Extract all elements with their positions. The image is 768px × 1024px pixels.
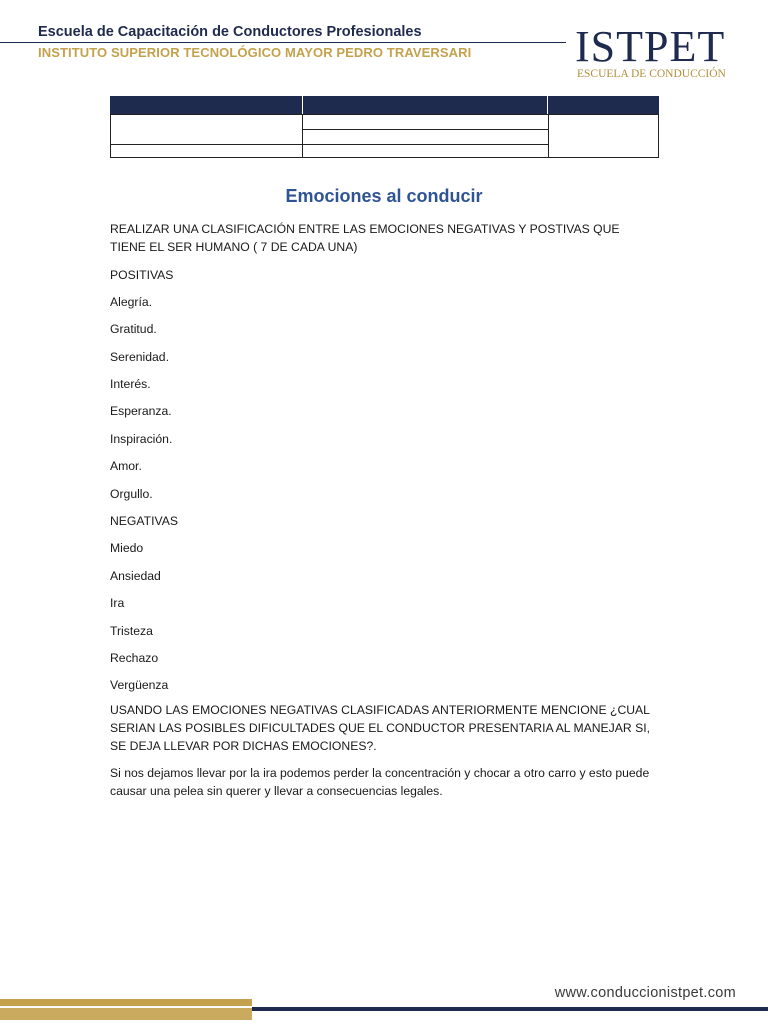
list-item: Alegría. xyxy=(110,294,153,309)
table-cell-border xyxy=(111,144,549,145)
list-item: Tristeza xyxy=(110,623,153,638)
list-item: Serenidad. xyxy=(110,349,169,364)
table-cell-border xyxy=(548,115,549,157)
list-item: Orgullo. xyxy=(110,486,153,501)
table-cell-border xyxy=(302,129,549,130)
list-item: Vergüenza xyxy=(110,678,169,693)
question-text: USANDO LAS EMOCIONES NEGATIVAS CLASIFICADAS ANTERIORMENTE MENCIONE ¿CUAL SERIAN LAS POSIBLES DIFICULTADES QUE EL CONDUCTOR PRESENTARIA AL MANEJAR SI, SE DEJA LLEVAR POR DICHAS EMOCIONES?. xyxy=(110,702,650,753)
list-item: Miedo xyxy=(110,541,144,556)
document-title: Emociones al conducir xyxy=(285,186,483,206)
school-name: Escuela de Capacitación de Conductores Profesionales xyxy=(38,24,422,40)
info-table xyxy=(110,96,659,158)
logo-subtitle: ESCUELA DE CONDUCCIÓN xyxy=(577,68,726,80)
institute-name: INSTITUTO SUPERIOR TECNOLÓGICO MAYOR PEDRO TRAVERSARI xyxy=(38,45,472,60)
logo-main-text: ISTPET xyxy=(575,22,726,71)
negative-list xyxy=(110,539,655,694)
list-item: Inspiración. xyxy=(110,431,173,446)
instruction-text: REALIZAR UNA CLASIFICACIÓN ENTRE LAS EMOCIONES NEGATIVAS Y POSTIVAS QUE TIENE EL SER HUMANO ( 7 DE CADA UNA) xyxy=(110,222,620,254)
footer-gold-bar-lower xyxy=(0,1008,252,1020)
document-body xyxy=(110,220,655,810)
footer-website: www.conduccionistpet.com xyxy=(554,985,736,1001)
header-divider xyxy=(0,42,566,43)
header-separator xyxy=(547,96,548,114)
list-item: Ira xyxy=(110,596,125,611)
answer-text: Si nos dejamos llevar por la ira podemos perder la concentración y chocar a otro carro y esto puede causar una pelea sin querer y llevar a consecuencias legales. xyxy=(110,766,650,799)
header-separator xyxy=(302,96,303,114)
footer-navy-bar xyxy=(252,1007,768,1011)
list-item: Rechazo xyxy=(110,650,159,665)
positive-heading: POSITIVAS xyxy=(110,267,174,282)
list-item: Esperanza. xyxy=(110,404,172,419)
positive-list xyxy=(110,293,655,503)
list-item: Gratitud. xyxy=(110,322,157,337)
footer-gold-bar xyxy=(0,999,252,1006)
list-item: Ansiedad xyxy=(110,568,161,583)
info-table-header xyxy=(110,96,659,114)
table-cell-border xyxy=(302,115,303,157)
list-item: Amor. xyxy=(110,459,142,474)
istpet-logo xyxy=(575,22,740,85)
info-table-body xyxy=(110,114,659,158)
list-item: Interés. xyxy=(110,377,151,392)
negative-heading: NEGATIVAS xyxy=(110,514,178,529)
